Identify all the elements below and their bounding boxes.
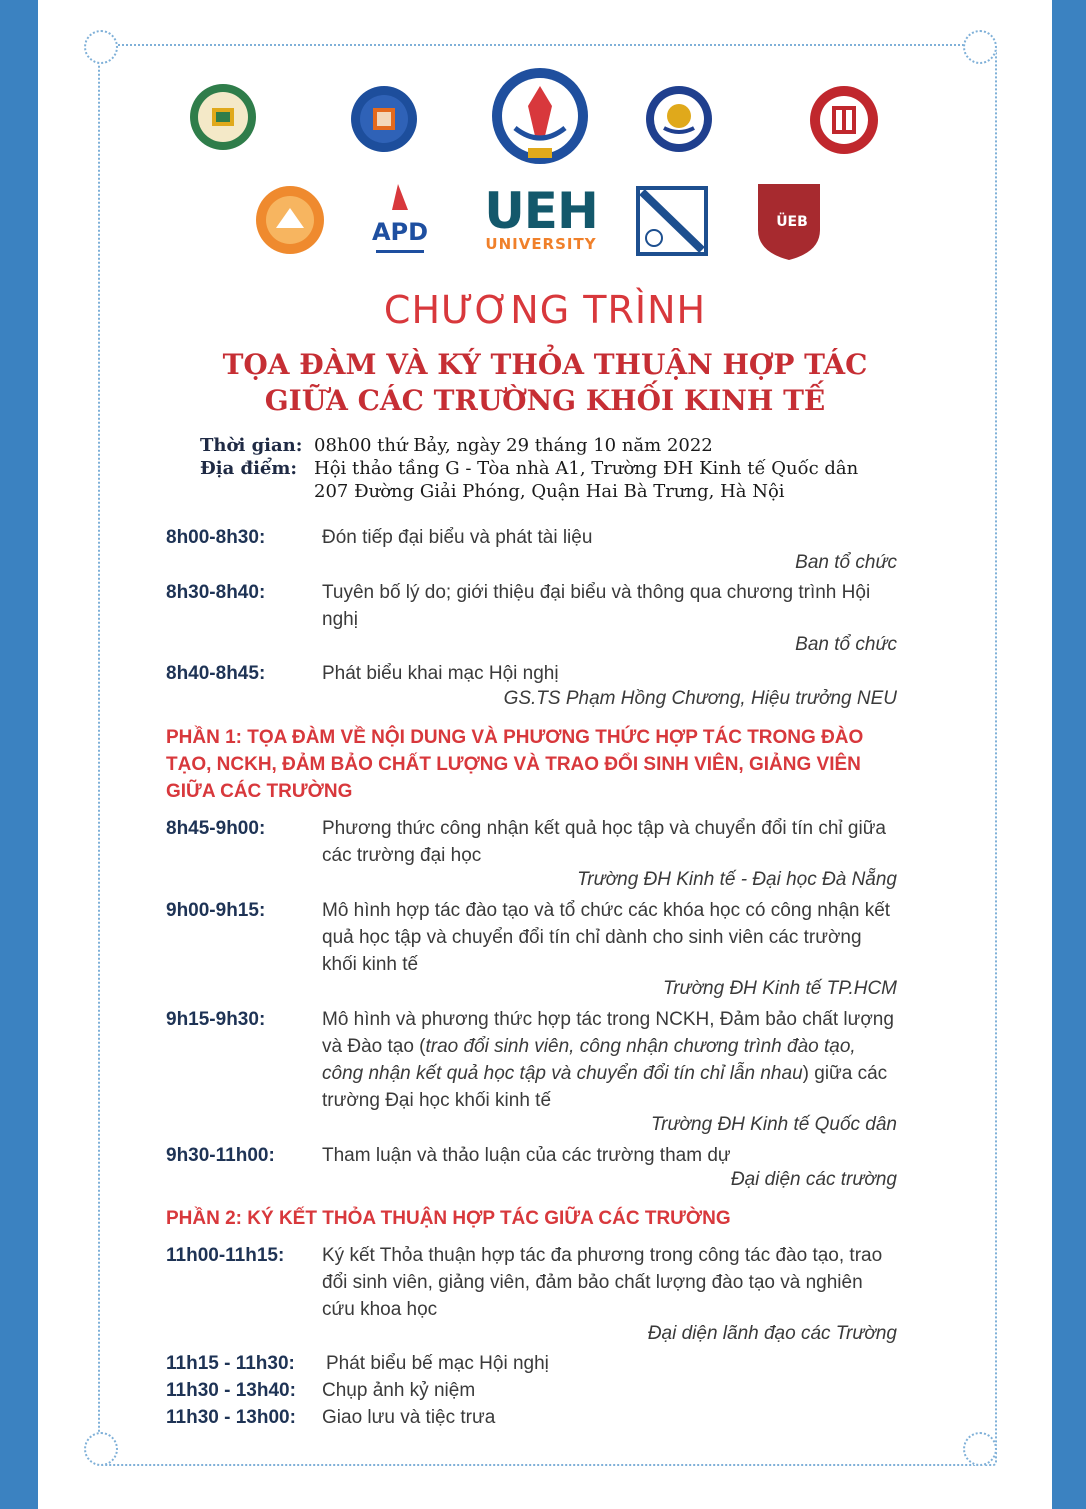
frame-corner bbox=[963, 1432, 997, 1466]
schedule-desc-italic: trao đổi sinh viên, công nhận chương trình đào tạo, công nhận kết quả học tập và chuyển đổi tín chỉ lẫn nhau bbox=[322, 1036, 856, 1084]
frame-corner bbox=[84, 30, 118, 64]
schedule-desc: Phát biểu khai mạc Hội nghị bbox=[322, 663, 559, 684]
schedule-time: 8h40-8h45: bbox=[166, 663, 266, 684]
schedule-desc: Đón tiếp đại biểu và phát tài liệu bbox=[322, 527, 593, 548]
schedule-desc: Mô hình hợp tác đào tạo và tổ chức các khóa học có công nhận kết quả học tập và chuyển đổi tín chỉ dành cho sinh viên các trường khối kinh tế bbox=[322, 900, 891, 975]
place-value-line-1: Hội thảo tầng G - Tòa nhà A1, Trường ĐH Kinh tế Quốc dân bbox=[314, 458, 859, 479]
program-title: CHƯƠNG TRÌNH bbox=[383, 288, 707, 332]
section-heading-part-2: PHẦN 2: KÝ KẾT THỎA THUẬN HỢP TÁC GIỮA CÁC TRƯỜNG bbox=[166, 1208, 731, 1229]
schedule-desc-part: ) giữa các trường Đại học khối kinh tế bbox=[322, 1063, 888, 1111]
schedule-speaker: Ban tổ chức bbox=[795, 552, 897, 573]
logo-ueb bbox=[754, 178, 824, 262]
place-label: Địa điểm: bbox=[200, 458, 298, 479]
schedule-desc-part: Mô hình và phương thức hợp tác trong NCKH, Đảm bảo chất lượng và Đào tạo ( bbox=[322, 1009, 894, 1057]
schedule-desc: Giao lưu và tiệc trưa bbox=[322, 1407, 496, 1428]
time-label: Thời gian: bbox=[200, 435, 303, 456]
schedule-desc: Tham luận và thảo luận của các trường tham dự bbox=[322, 1145, 731, 1166]
schedule-time: 9h30-11h00: bbox=[166, 1145, 275, 1166]
schedule-speaker: Trường ĐH Kinh tế Quốc dân bbox=[650, 1114, 897, 1135]
schedule-desc: Phát biểu bế mạc Hội nghị bbox=[326, 1353, 549, 1374]
section-heading-part-1: PHẦN 1: TỌA ĐÀM VỀ NỘI DUNG VÀ PHƯƠNG THỨC HỢP TÁC TRONG ĐÀO TẠO, NCKH, ĐẢM BẢO CHẤT LƯỢNG VÀ TRAO ĐỔI SINH VIÊN, GIẢNG VIÊN GIỮA CÁC TRƯỜNG bbox=[166, 727, 864, 802]
schedule-speaker: Đại diện các trường bbox=[730, 1169, 897, 1190]
frame-corner bbox=[84, 1432, 118, 1466]
event-title-line-1: TỌA ĐÀM VÀ KÝ THỎA THUẬN HỢP TÁC bbox=[222, 348, 868, 381]
event-info bbox=[200, 435, 920, 505]
schedule-time: 11h15 - 11h30: bbox=[166, 1353, 295, 1374]
frame-corner bbox=[963, 30, 997, 64]
schedule-time: 9h15-9h30: bbox=[166, 1009, 266, 1030]
logo-apd bbox=[368, 180, 432, 260]
schedule-speaker: Ban tổ chức bbox=[795, 634, 897, 655]
program-sheet bbox=[38, 0, 1052, 1509]
schedule-speaker: Đại diện lãnh đạo các Trường bbox=[647, 1323, 897, 1344]
logo-thuong-mai-university bbox=[349, 84, 419, 154]
time-value: 08h00 thứ Bảy, ngày 29 tháng 10 năm 2022 bbox=[314, 435, 713, 456]
logo-university-of-economics bbox=[644, 84, 714, 154]
schedule-time: 11h30 - 13h40: bbox=[166, 1380, 296, 1401]
schedule-speaker: Trường ĐH Kinh tế TP.HCM bbox=[663, 978, 897, 999]
schedule-time: 11h00-11h15: bbox=[166, 1245, 285, 1266]
schedule-desc: Phương thức công nhận kết quả học tập và chuyển đổi tín chỉ giữa các trường đại học bbox=[322, 818, 886, 866]
logo-foreign-trade-university bbox=[808, 84, 880, 156]
schedule-time: 9h00-9h15: bbox=[166, 900, 266, 921]
schedule-desc: Tuyên bố lý do; giới thiệu đại biểu và thông qua chương trình Hội nghị bbox=[322, 582, 871, 630]
svg-text:ÜEB: ÜEB bbox=[776, 214, 808, 230]
svg-text:APD: APD bbox=[371, 218, 429, 246]
schedule-speaker: GS.TS Phạm Hồng Chương, Hiệu trưởng NEU bbox=[503, 688, 897, 709]
place-value-line-2: 207 Đường Giải Phóng, Quận Hai Bà Trưng, Hà Nội bbox=[314, 481, 785, 502]
schedule-time: 8h30-8h40: bbox=[166, 582, 266, 603]
schedule-desc bbox=[322, 1006, 900, 1114]
logo-banking-academy bbox=[254, 184, 326, 256]
schedule-desc: Ký kết Thỏa thuận hợp tác đa phương trong công tác đào tạo, trao đổi sinh viên, giảng viên, đảm bảo chất lượng đào tạo và nghiên cứu khoa học bbox=[322, 1245, 883, 1320]
schedule-time: 11h30 - 13h00: bbox=[166, 1407, 296, 1428]
logo-ueh: UEH UNIVERSITY bbox=[484, 182, 598, 253]
schedule-time: 8h45-9h00: bbox=[166, 818, 266, 839]
schedule-desc: Chụp ảnh kỷ niệm bbox=[322, 1380, 476, 1401]
event-title-line-2: GIỮA CÁC TRƯỜNG KHỐI KINH TẾ bbox=[264, 384, 826, 417]
logo-academy-of-finance bbox=[188, 82, 258, 152]
logo-neu bbox=[490, 66, 590, 166]
logo-economics-university-square bbox=[636, 186, 708, 256]
schedule-time: 8h00-8h30: bbox=[166, 527, 266, 548]
schedule-speaker: Trường ĐH Kinh tế - Đại học Đà Nẵng bbox=[577, 869, 897, 890]
